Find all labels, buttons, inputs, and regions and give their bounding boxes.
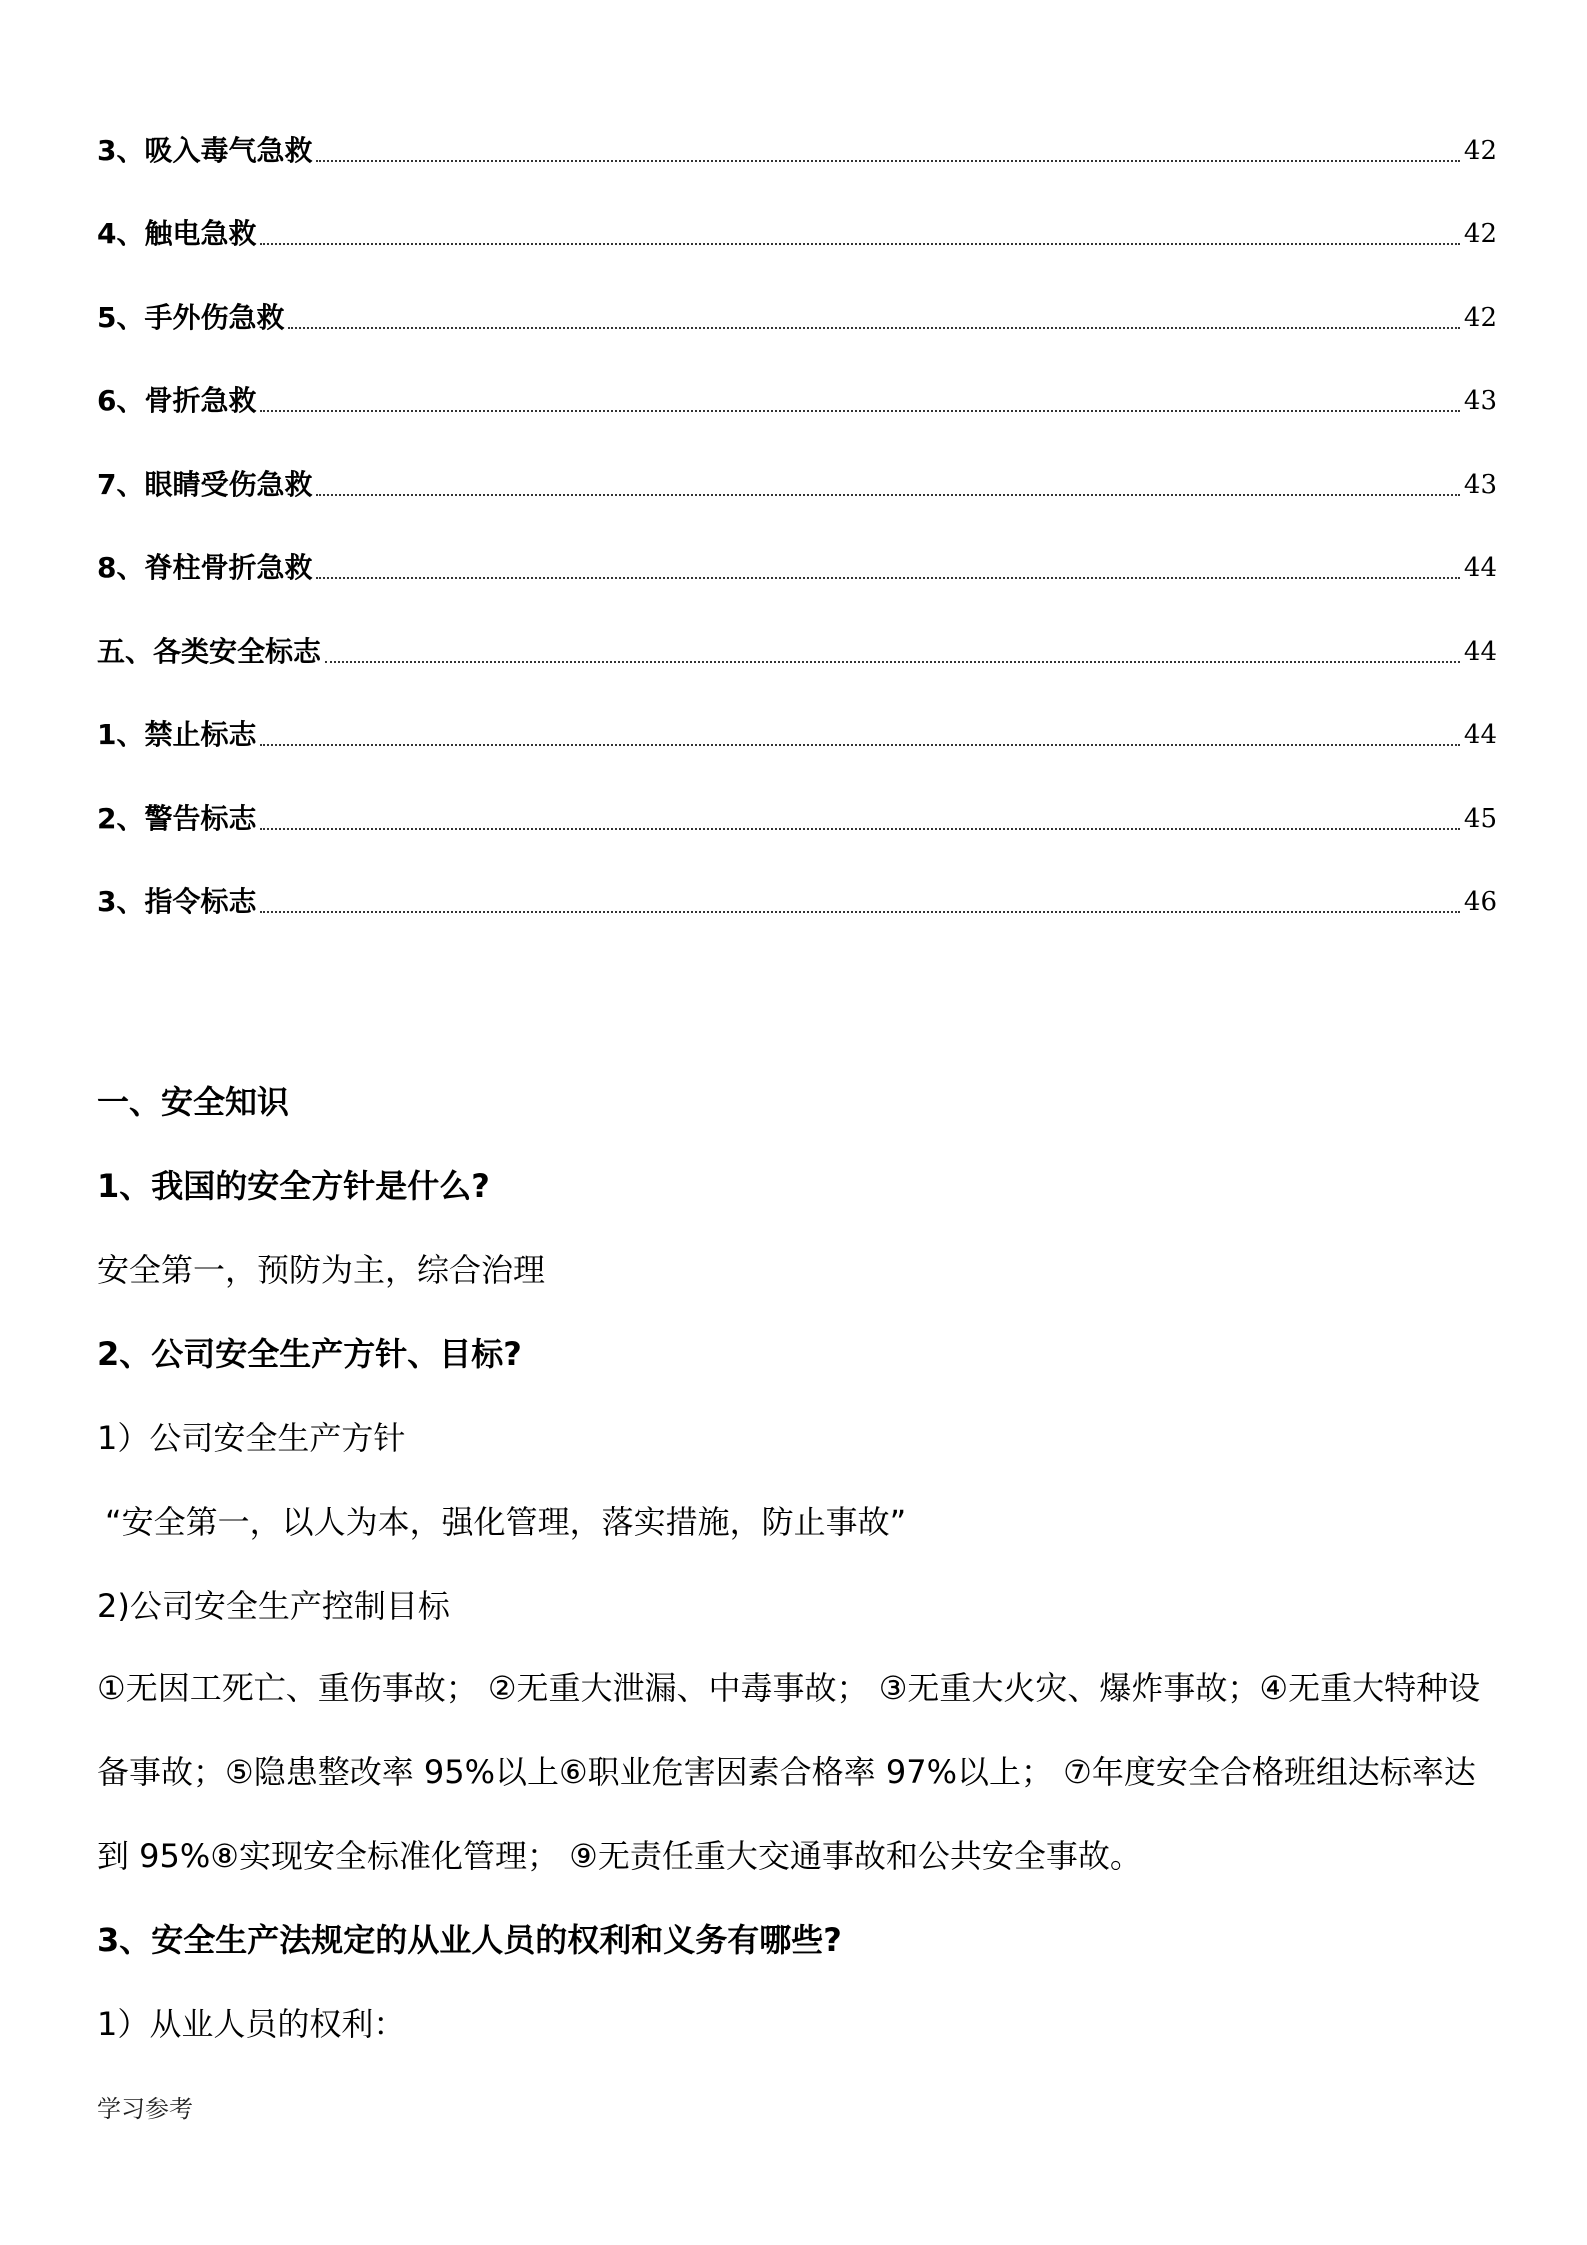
toc-entry-page: 42	[1463, 135, 1497, 166]
toc-entry-page: 46	[1463, 887, 1497, 917]
toc-leader-dots	[316, 493, 1459, 496]
toc-leader-dots	[316, 576, 1459, 579]
toc-entry-page: 43	[1463, 386, 1497, 416]
question-heading: 3、安全生产法规定的从业人员的权利和义务有哪些?	[97, 1921, 842, 1959]
quoted-policy: “安全第一，以人为本，强化管理，落实措施，防止事故”	[105, 1503, 907, 1541]
targets-paragraph: ①无因工死亡、重伤事故； ②无重大泄漏、中毒事故； ③无重大火灾、爆炸事故；④无重大特种设备事故；⑤隐患整改率 95%以上⑥职业危害因素合格率 97%以上； ⑦年度安全合格班组达标率达到 95%⑧实现安全标准化管理； ⑨无责任重大交通事故和公共安全事故。	[97, 1669, 1481, 1875]
toc-entry-label: 4、触电急救	[97, 217, 257, 250]
toc-entry[interactable]	[97, 267, 1497, 351]
table-of-contents	[97, 100, 1497, 935]
toc-entry-label: 5、手外伤急救	[97, 300, 285, 334]
toc-entry-label: 3、指令标志	[97, 885, 257, 918]
toc-entry-page: 44	[1463, 720, 1497, 750]
section-title: 一、安全知识	[97, 1083, 290, 1121]
toc-entry-page: 44	[1463, 636, 1497, 667]
list-item-text: 1）从业人员的权利：	[97, 2005, 406, 2043]
answer-text: 安全第一，预防为主，综合治理	[97, 1251, 546, 1289]
toc-entry[interactable]	[97, 184, 1497, 268]
toc-entry-label: 6、骨折急救	[97, 384, 257, 417]
toc-leader-dots	[260, 242, 1459, 245]
toc-leader-dots	[260, 743, 1459, 746]
toc-entry-page: 42	[1463, 219, 1497, 249]
toc-entry-label: 五、各类安全标志	[97, 634, 322, 668]
toc-entry-page: 44	[1463, 553, 1497, 583]
toc-entry[interactable]	[97, 351, 1497, 435]
toc-leader-dots	[325, 660, 1460, 663]
toc-entry[interactable]	[97, 100, 1497, 184]
question-heading: 1、我国的安全方针是什么?	[97, 1167, 490, 1205]
page-footer: 学习参考	[97, 2095, 193, 2123]
toc-leader-dots	[316, 159, 1459, 162]
toc-entry[interactable]	[97, 518, 1497, 602]
toc-entry-page: 45	[1463, 803, 1497, 834]
toc-entry[interactable]	[97, 601, 1497, 685]
toc-entry-label: 1、禁止标志	[97, 718, 257, 751]
toc-entry-label: 7、眼睛受伤急救	[97, 467, 313, 501]
toc-entry[interactable]	[97, 685, 1497, 769]
toc-leader-dots	[260, 910, 1459, 913]
toc-entry[interactable]	[97, 768, 1497, 852]
toc-leader-dots	[260, 409, 1459, 412]
toc-leader-dots	[260, 827, 1459, 830]
toc-entry[interactable]	[97, 434, 1497, 518]
document-body	[97, 1060, 1507, 2066]
list-item-text: 1）公司安全生产方针	[97, 1419, 406, 1457]
toc-entry[interactable]	[97, 852, 1497, 936]
toc-entry-label: 3、吸入毒气急救	[97, 133, 313, 167]
toc-entry-page: 43	[1463, 469, 1497, 500]
list-item-text: 2)公司安全生产控制目标	[97, 1587, 450, 1625]
toc-entry-page: 42	[1463, 302, 1497, 333]
toc-entry-label: 2、警告标志	[97, 801, 257, 835]
question-heading: 2、公司安全生产方针、目标?	[97, 1335, 522, 1373]
toc-leader-dots	[288, 326, 1459, 329]
toc-entry-label: 8、脊柱骨折急救	[97, 551, 313, 584]
